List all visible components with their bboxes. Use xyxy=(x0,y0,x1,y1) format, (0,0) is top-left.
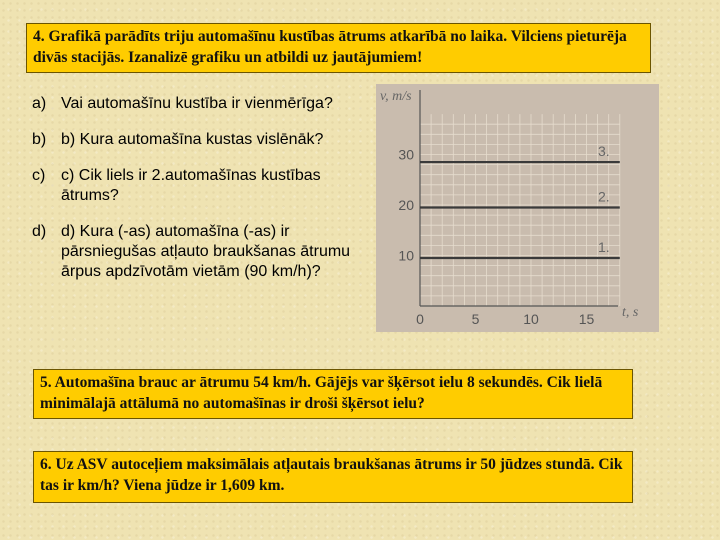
question-b-mark: b) xyxy=(32,131,47,148)
question-d-mark: d) xyxy=(32,223,47,240)
question-a-text: Vai automašīnu kustība ir vienmērīga? xyxy=(61,95,333,112)
x-tick-label: 15 xyxy=(578,311,595,327)
y-tick-label: 30 xyxy=(398,146,414,163)
question-a xyxy=(32,94,362,114)
y-axis-title: v, m/s xyxy=(380,89,412,104)
task-5-box xyxy=(33,369,633,419)
task-6-text: 6. Uz ASV autoceļiem maksimālais atļautais braukšanas ātrums ir 50 jūdzes stundā. Cik tas ir km/h? Viena jūdze ir 1,609 km. xyxy=(40,456,623,494)
question-c-mark: c) xyxy=(32,167,46,184)
task-5-text: 5. Automašīna brauc ar ātrumu 54 km/h. Gājējs var šķērsot ielu 8 sekundēs. Cik lielā minimālajā attālumā no automašīnas ir droši šķērsot ielu? xyxy=(40,374,603,412)
series-1-label: 1. xyxy=(597,239,610,256)
x-tick-label: 0 xyxy=(416,311,424,327)
question-c xyxy=(32,166,362,206)
speed-time-chart-svg xyxy=(376,84,659,332)
question-b-text: b) Kura automašīna kustas vislēnāk? xyxy=(61,131,324,148)
y-tick-label: 20 xyxy=(398,197,414,213)
task-4-text: 4. Grafikā parādīts triju automašīnu kustības ātrums atkarībā no laika. Vilciens pieturēja divās stacijās. Izanalizē grafiku un atbildi uz jautājumiem! xyxy=(33,28,627,66)
series-2-label: 2. xyxy=(597,188,610,205)
task-6-box xyxy=(33,451,633,503)
x-axis-title: t, s xyxy=(622,305,639,320)
x-tick-label: 5 xyxy=(471,311,480,327)
speed-time-graph xyxy=(376,84,659,332)
x-tick-label: 10 xyxy=(523,311,539,327)
question-b xyxy=(32,130,362,150)
task-4-box xyxy=(26,23,651,73)
series-3-label: 3. xyxy=(597,143,610,160)
question-a-mark: a) xyxy=(32,95,47,112)
question-list xyxy=(32,94,362,298)
question-d-text: d) Kura (-as) automašīna (-as) ir pārsniegušas atļauto braukšanas ātrumu ārpus apdzīvotām vietām (90 km/h)? xyxy=(61,223,351,280)
question-d xyxy=(32,222,362,282)
question-c-text: c) Cik liels ir 2.automašīnas kustības ātrums? xyxy=(61,167,321,204)
y-tick-label: 10 xyxy=(398,247,414,264)
